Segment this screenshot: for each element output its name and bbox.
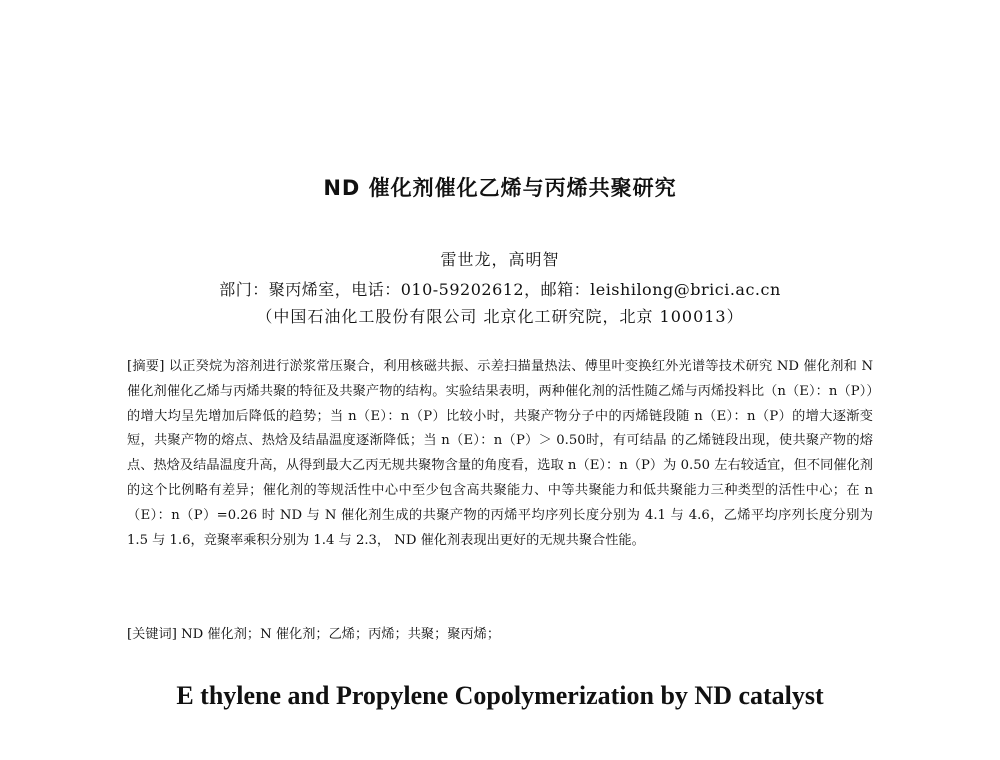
authors: 雷世龙，高明智 (440, 250, 560, 269)
contact-info: 部门：聚丙烯室，电话：010-59202612，邮箱：leishilong@brici.ac.cn (219, 280, 781, 299)
keywords-text: ND 催化剂；N 催化剂；乙烯；丙烯；共聚；聚丙烯； (181, 627, 501, 642)
paper-title-english: E thylene and Propylene Copolymerization by ND catalyst (176, 681, 824, 710)
abstract (127, 355, 873, 553)
keywords (127, 623, 873, 647)
keywords-label: [关键词] (127, 627, 177, 642)
paper-title-chinese: ND 催化剂催化乙烯与丙烯共聚研究 (323, 176, 677, 200)
abstract-text: 以正癸烷为溶剂进行淤浆常压聚合，利用核磁共振、示差扫描量热法、傅里叶变换红外光谱等技术研究 ND 催化剂和 N 催化剂催化乙烯与丙烯共聚的特征及共聚产物的结构。实验结果表明，两种催化剂的活性随乙烯与丙烯投料比（n（E）：n（P））的增大均呈先增加后降低的趋势；当 n（E）：n（P）比较小时，共聚产物分子中的丙烯链段随 n（E）：n（P）的增大逐渐变短，共聚产物的熔点、热焓及结晶温度逐渐降低；当 n（E）：n（P）＞ 0.50时，有可结晶 的乙烯链段出现，使共聚产物的熔点、热焓及结晶温度升高，从得到最大乙丙无规共聚物含量的角度看，选取 n（E）：n（P）为 0.50 左右较适宜，但不同催化剂的这个比例略有差异；催化剂的等规活性中心中至少包含高共聚能力、中等共聚能力和低共聚能力三种类型的活性中心；在 n（E）：n（P）=0.26 时 ND 与 N 催化剂生成的共聚产物的丙烯平均序列长度分别为 4.1 与 4.6，乙烯平均序列长度分别为 1.5 与 1.6，竞聚率乘积分别为 1.4 与 2.3， ND 催化剂表现出更好的无规共聚合性能。 (127, 359, 873, 548)
affiliation: （中国石油化工股份有限公司 北京化工研究院，北京 100013） (256, 307, 744, 326)
abstract-label: [摘要] (127, 359, 165, 374)
